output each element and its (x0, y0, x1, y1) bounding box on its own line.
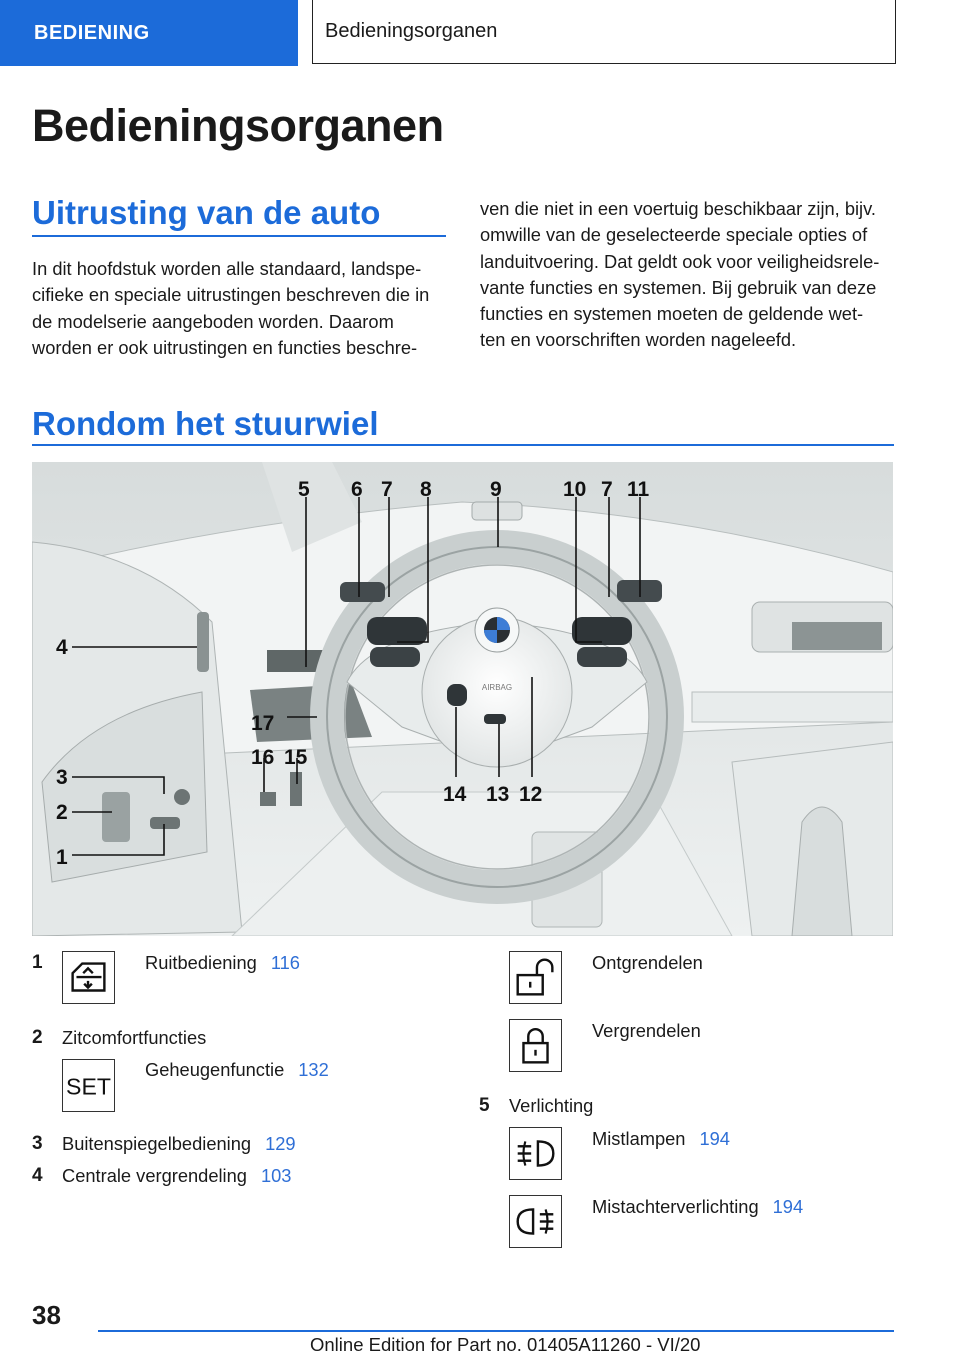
callout-7b: 7 (601, 478, 613, 501)
front-fog-icon (509, 1127, 562, 1180)
text-line: landuitvoering. Dat geldt ook voor veiligheidsrele- (480, 250, 880, 272)
callout-12: 12 (519, 783, 543, 806)
legend-label: Mistlampen (592, 1128, 686, 1149)
legend-label: Centrale vergrendeling (62, 1165, 247, 1186)
legend-item-memory (145, 1059, 329, 1081)
callout-10: 10 (563, 478, 587, 501)
callout-1: 1 (56, 846, 68, 869)
callout-9: 9 (490, 478, 502, 501)
callout-13: 13 (486, 783, 510, 806)
steering-wheel-illustration (32, 462, 893, 936)
callout-11: 11 (627, 478, 650, 501)
legend-label: Mistachterverlichting (592, 1196, 759, 1217)
page-number: 38 (32, 1300, 61, 1330)
text-line: de modelserie aangeboden worden. Daarom (32, 310, 394, 332)
callout-4: 4 (56, 636, 68, 659)
callout-3: 3 (56, 766, 68, 789)
text-line: worden er ook uitrustingen en functies beschre- (32, 336, 418, 358)
callout-16: 16 (251, 746, 275, 769)
section-title-equipment: Uitrusting van de auto (32, 194, 381, 231)
text-line: cifieke en speciale uitrustingen beschreven die in (32, 284, 430, 306)
section-tab: BEDIENING (0, 0, 298, 66)
paragraph-col1 (32, 256, 452, 361)
legend-label: Ruitbediening (145, 952, 257, 973)
rear-fog-icon (509, 1195, 562, 1248)
callout-7: 7 (381, 478, 393, 501)
lock-icon (509, 1019, 562, 1072)
text-line: omwille van de geselecteerde speciale opties of (480, 224, 868, 246)
text-line: vante functies en systemen. Bij gebruik van deze (480, 276, 877, 298)
chapter-header: Bedieningsorganen (312, 0, 896, 64)
paragraph-col2 (480, 196, 900, 354)
page-link[interactable]: 116 (270, 952, 300, 973)
callout-14: 14 (443, 783, 467, 806)
section-rule (32, 235, 446, 237)
page-link[interactable]: 103 (260, 1165, 292, 1186)
cockpit-drawing (32, 462, 893, 936)
legend-item-window (145, 952, 300, 974)
callout-2: 2 (56, 801, 68, 824)
callout-8: 8 (420, 478, 432, 501)
legend-item-mirror (62, 1133, 296, 1155)
legend-item-rear-fog (592, 1196, 803, 1218)
callout-15: 15 (284, 746, 308, 769)
page-title: Bedieningsorganen (32, 100, 444, 151)
window-icon (62, 951, 115, 1004)
section-rule (32, 444, 894, 446)
set-icon-text: SET (66, 1073, 111, 1100)
legend-item-seat: Zitcomfortfuncties (62, 1027, 207, 1048)
legend-item-lighting: Verlichting (509, 1095, 594, 1116)
page-link[interactable]: 129 (265, 1133, 296, 1154)
legend-item-lock: Vergrendelen (592, 1020, 701, 1041)
legend-number: 3 (32, 1133, 43, 1154)
legend-item-unlock: Ontgrendelen (592, 952, 703, 973)
section-title-steering-wheel: Rondom het stuurwiel (32, 405, 379, 442)
text-line: ven die niet in een voertuig beschikbaar zijn, bijv. (480, 198, 876, 219)
page-link[interactable]: 194 (772, 1196, 804, 1217)
callout-17: 17 (251, 712, 275, 735)
footer-rule (98, 1330, 894, 1332)
legend-number: 1 (32, 952, 43, 973)
unlock-icon (509, 951, 562, 1004)
callout-6: 6 (351, 478, 363, 501)
airbag-label: AIRBAG (481, 683, 513, 692)
legend-number: 4 (32, 1165, 43, 1186)
callout-5: 5 (298, 478, 310, 501)
text-line: functies en systemen moeten de geldende wet- (480, 303, 864, 325)
legend-label: Geheugenfunctie (145, 1059, 285, 1080)
page-link[interactable]: 132 (298, 1059, 329, 1080)
legend-number: 2 (32, 1027, 43, 1048)
set-icon (62, 1059, 115, 1112)
text-line: ten en voorschriften worden nageleefd. (480, 329, 797, 351)
legend-number: 5 (479, 1095, 490, 1116)
page-link[interactable]: 194 (699, 1128, 730, 1149)
edition-footer: Online Edition for Part no. 01405A11260 - VI/20 (310, 1334, 701, 1355)
text-line: In dit hoofdstuk worden alle standaard, landspe- (32, 258, 422, 279)
legend-item-fog-lights (592, 1128, 730, 1150)
legend-item-central-locking (62, 1165, 291, 1187)
legend-label: Buitenspiegelbediening (62, 1133, 252, 1154)
